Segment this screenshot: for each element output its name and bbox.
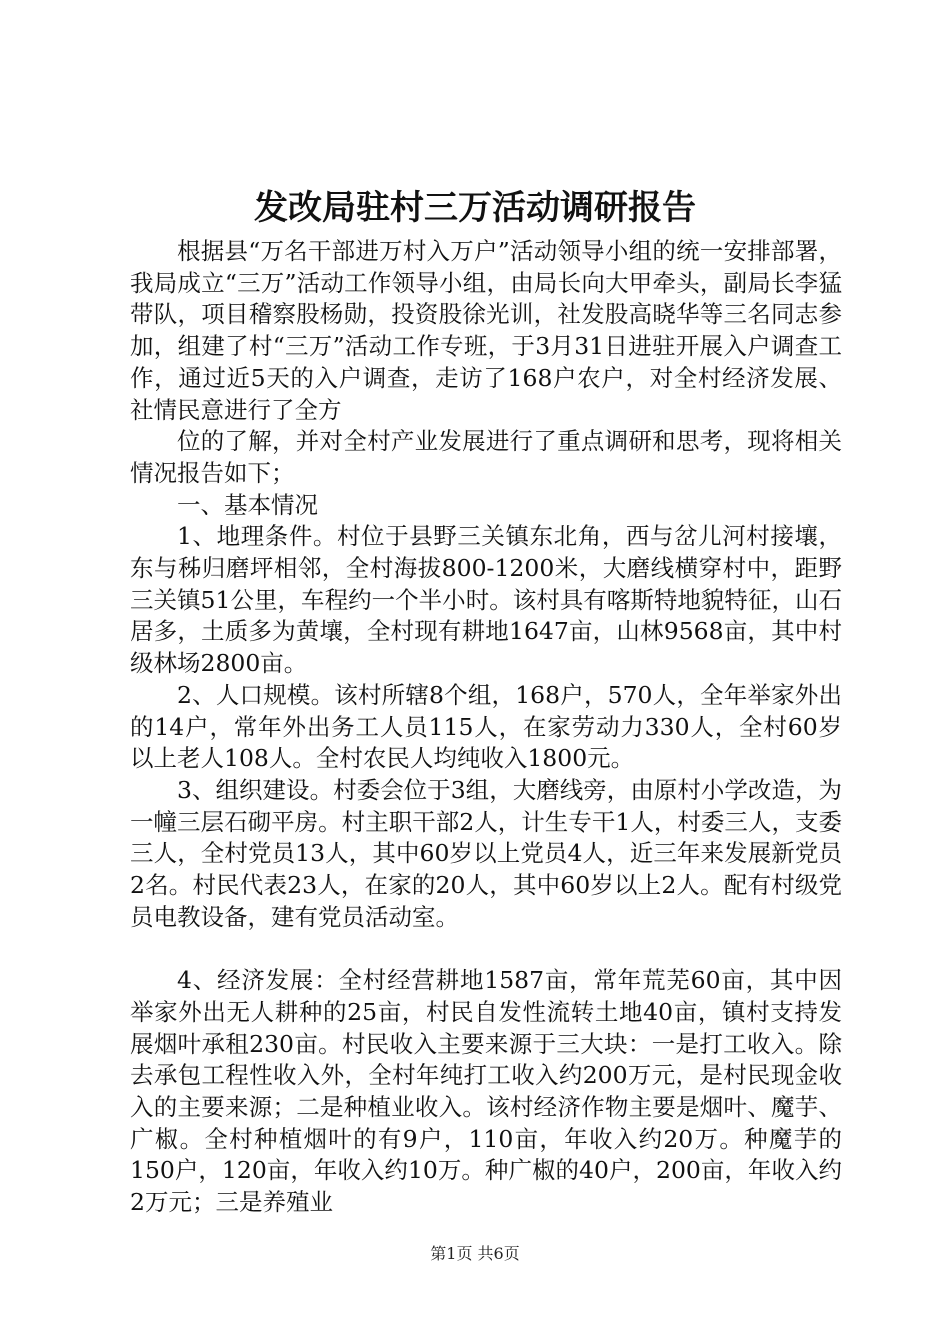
paragraph-economy: 4、经济发展：全村经营耕地1587亩，常年荒芜60亩，其中因举家外出无人耕种的25亩，村民自发性流转土地40亩，镇村支持发展烟叶承租230亩。村民收入主要来源于三大块：一是打工收入。除去承包工程性收入外，全村年纯打工收入约200万元，是村民现金收入的主要来源；二是种植业收入。该村经济作物主要是烟叶、魔芋、广椒。全村种植烟叶的有9户，110亩，年收入约20万。种魔芋的150户，120亩，年收入约10万。种广椒的40户，200亩，年收入约2万元；三是养殖业 <box>130 966 842 1217</box>
paragraph-spacer <box>130 933 842 965</box>
section-heading-basic-situation: 一、基本情况 <box>177 490 318 519</box>
paragraph-intro: 根据县“万名干部进万村入万户”活动领导小组的统一安排部署，我局成立“三万”活动工作领导小组，由局长向大甲牵头，副局长李猛带队，项目稽察股杨勋，投资股徐光训，社发股高晓华等三名同志参加，组建了村“三万”活动工作专班，于3月31日进驻开展入户调查工作，通过近5天的入户调查，走访了168户农户，对全村经济发展、社情民意进行了全方 <box>130 237 842 424</box>
page-number-footer: 第1页 共6页 <box>430 1244 520 1263</box>
paragraph-geography: 1、地理条件。村位于县野三关镇东北角，西与岔儿河村接壤，东与秭归磨坪相邻，全村海拔800-1200米，大磨线横穿村中，距野三关镇51公里，车程约一个半小时。该村具有喀斯特地貌特征，山石居多，土质多为黄壤，全村现有耕地1647亩，山林9568亩，其中村级林场2800亩。 <box>130 522 842 678</box>
document-body <box>130 236 842 1219</box>
paragraph-organization: 3、组织建设。村委会位于3组，大磨线旁，由原村小学改造，为一幢三层石砌平房。村主职干部2人，计生专干1人，村委三人，支委三人，全村党员13人，其中60岁以上党员4人，近三年来发展新党员2名。村民代表23人，在家的20人，其中60岁以上2人。配有村级党员电教设备，建有党员活动室。 <box>130 775 842 931</box>
paragraph-intro-continued: 位的了解，并对全村产业发展进行了重点调研和思考，现将相关情况报告如下； <box>130 427 842 487</box>
document-title: 发改局驻村三万活动调研报告 <box>254 188 696 228</box>
paragraph-population: 2、人口规模。该村所辖8个组，168户，570人，全年举家外出的14户，常年外出务工人员115人，在家劳动力330人，全村60岁以上老人108人。全村农民人均纯收入1800元。 <box>130 680 842 773</box>
